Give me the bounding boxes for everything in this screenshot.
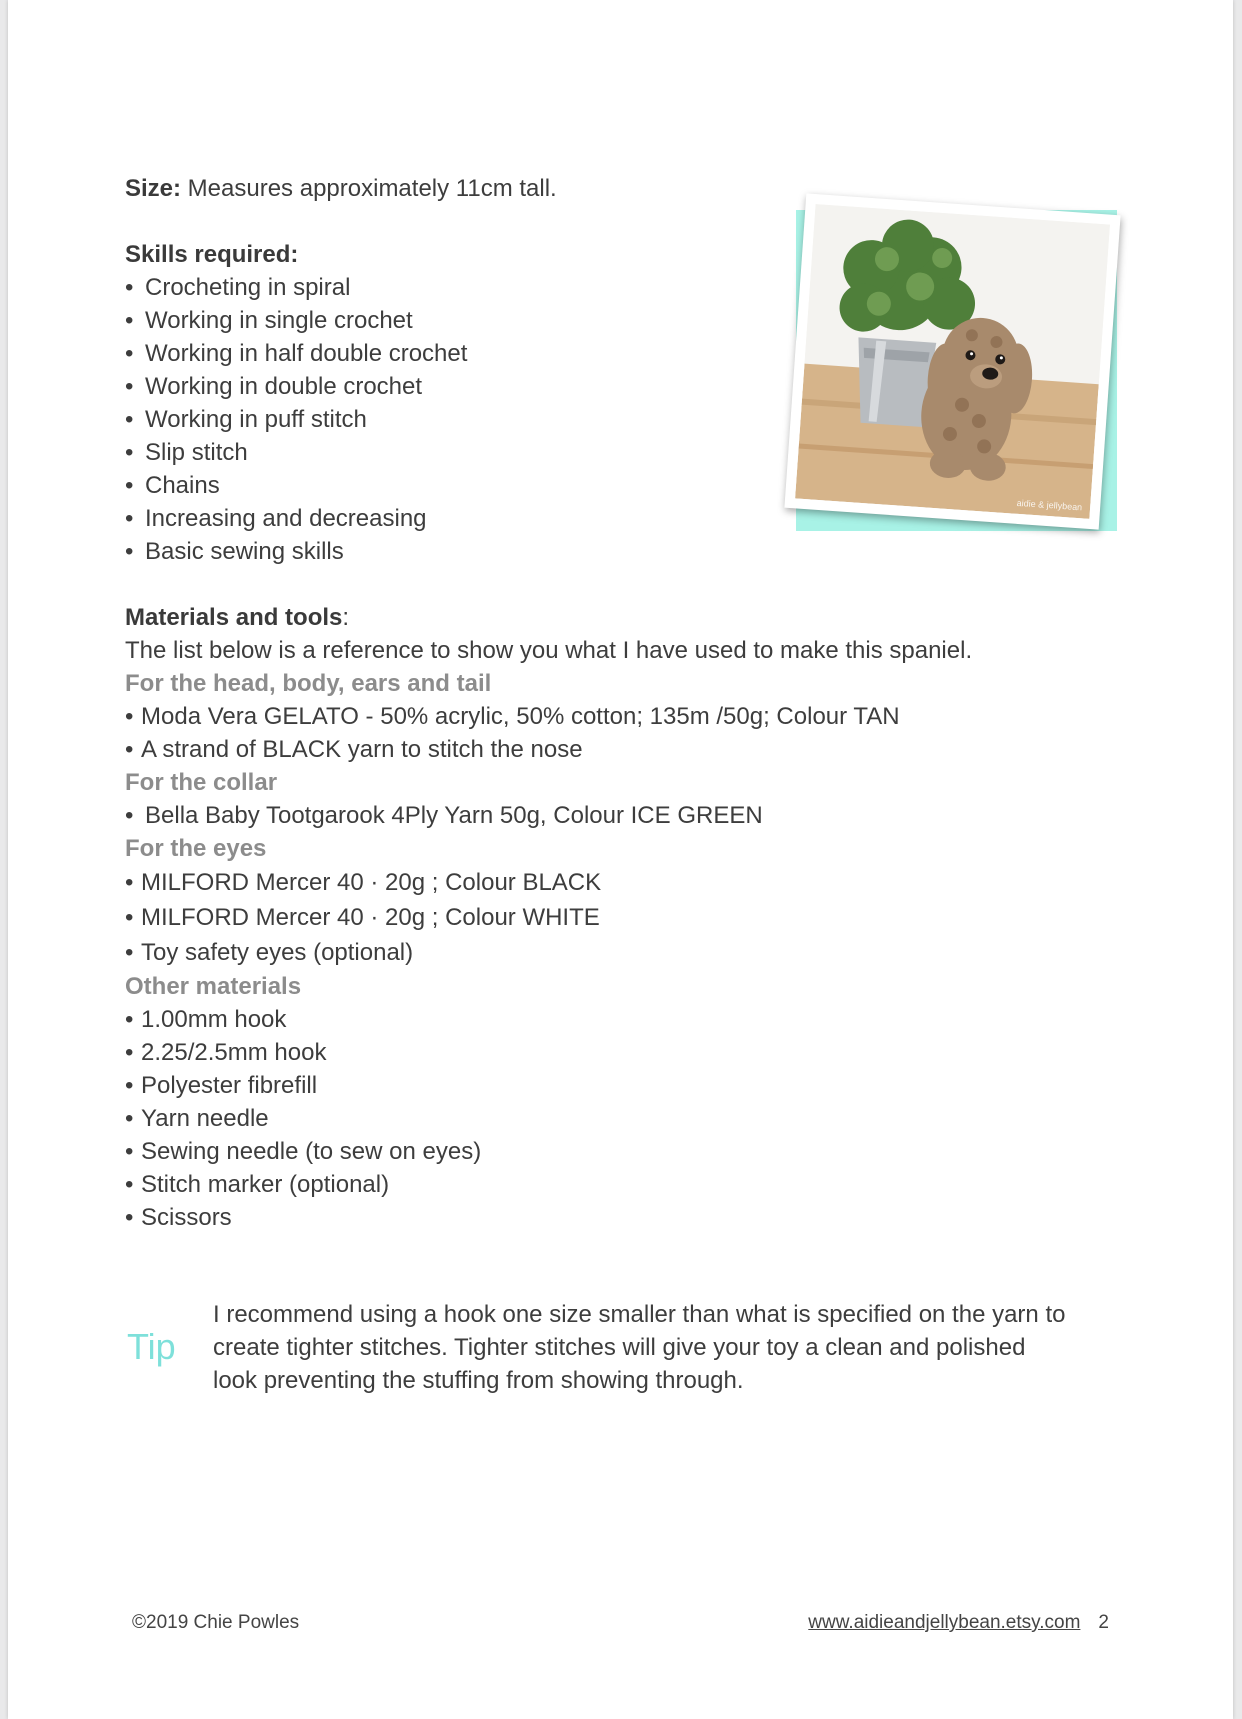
material-item <box>125 1102 1025 1135</box>
skill-item <box>125 271 1025 304</box>
materials-section-title: Other materials <box>125 973 302 1000</box>
bullet: • <box>125 1171 134 1198</box>
material-item <box>125 1201 1025 1234</box>
size-line <box>125 172 1025 205</box>
material-text: A strand of BLACK yarn to stitch the nose <box>141 736 583 763</box>
skill-item <box>125 304 1025 337</box>
bullet: • <box>125 505 134 532</box>
bullet: • <box>125 274 134 301</box>
bullet: • <box>125 736 134 763</box>
skill-item <box>125 469 1025 502</box>
size-label: Size: <box>125 175 182 202</box>
page-number: 2 <box>1098 1612 1109 1633</box>
skill-text: Working in puff stitch <box>145 406 367 433</box>
skill-text: Crocheting in spiral <box>145 274 351 301</box>
bullet: • <box>125 1105 134 1132</box>
materials-section-title: For the collar <box>125 769 278 796</box>
material-text: 2.25/2.5mm hook <box>141 1039 327 1066</box>
materials-sections <box>125 667 1025 1234</box>
bullet: • <box>125 1039 134 1066</box>
skills-list <box>125 271 1025 568</box>
bullet: • <box>125 373 134 400</box>
material-text: Toy safety eyes (optional) <box>141 939 414 966</box>
material-text: MILFORD Mercer 40 · 20g ; Colour BLACK <box>141 869 602 896</box>
material-text: Yarn needle <box>141 1105 269 1132</box>
skill-text: Working in single crochet <box>145 307 413 334</box>
skill-item <box>125 436 1025 469</box>
bullet: • <box>125 538 134 565</box>
materials-heading-colon: : <box>342 604 350 631</box>
skill-item <box>125 502 1025 535</box>
material-item <box>125 1168 1025 1201</box>
material-item <box>125 865 1025 900</box>
material-item <box>125 1036 1025 1069</box>
bullet: • <box>125 1072 134 1099</box>
skill-item <box>125 403 1025 436</box>
bullet: • <box>125 703 134 730</box>
materials-list <box>125 1003 1025 1234</box>
material-item <box>125 1003 1025 1036</box>
bullet: • <box>125 340 134 367</box>
footer-copyright: ©2019 Chie Powles <box>132 1612 300 1633</box>
bullet: • <box>125 802 134 829</box>
tip-text: I recommend using a hook one size smaller than what is specified on the yarn to create tighter stitches. Tighter stitches will give your toy a clean and polished look preventing the stuffing from showing through. <box>213 1301 1066 1394</box>
bullet: • <box>125 307 134 334</box>
material-item <box>125 1135 1025 1168</box>
materials-heading-line <box>125 601 1025 634</box>
skill-item <box>125 370 1025 403</box>
material-text: Stitch marker (optional) <box>141 1171 390 1198</box>
material-text: MILFORD Mercer 40 · 20g ; Colour WHITE <box>141 904 600 931</box>
bullet: • <box>125 939 134 966</box>
skill-text: Chains <box>145 472 220 499</box>
material-item <box>125 733 1025 766</box>
materials-list <box>125 700 1025 766</box>
material-text: Bella Baby Tootgarook 4Ply Yarn 50g, Colour ICE GREEN <box>145 802 763 829</box>
bullet: • <box>125 472 134 499</box>
photo-watermark: aidie & jellybean <box>1016 497 1083 513</box>
skill-item <box>125 337 1025 370</box>
materials-list <box>125 865 1025 970</box>
skill-text: Increasing and decreasing <box>145 505 427 532</box>
skill-text: Basic sewing skills <box>145 538 344 565</box>
material-item <box>125 900 1025 935</box>
website-link[interactable]: www.aidieandjellybean.etsy.com <box>808 1612 1081 1633</box>
bullet: • <box>125 904 134 931</box>
bullet: • <box>125 406 134 433</box>
size-text: Measures approximately 11cm tall. <box>181 175 557 202</box>
material-text: 1.00mm hook <box>141 1006 287 1033</box>
skill-text: Working in double crochet <box>145 373 423 400</box>
material-item <box>125 700 1025 733</box>
skills-heading: Skills required: <box>125 241 299 268</box>
materials-section-title: For the eyes <box>125 835 267 862</box>
materials-intro: The list below is a reference to show you what I have used to make this spaniel. <box>125 637 973 664</box>
skill-text: Slip stitch <box>145 439 248 466</box>
skill-text: Working in half double crochet <box>145 340 468 367</box>
material-text: Sewing needle (to sew on eyes) <box>141 1138 482 1165</box>
materials-list <box>125 799 1025 832</box>
material-text: Polyester fibrefill <box>141 1072 318 1099</box>
main-content <box>125 172 1025 1234</box>
footer-right <box>808 1612 1109 1634</box>
skill-item <box>125 535 1025 568</box>
material-text: Scissors <box>141 1204 232 1231</box>
materials-heading: Materials and tools <box>125 604 343 631</box>
tip-label: Tip <box>127 1326 176 1367</box>
bullet: • <box>125 1006 134 1033</box>
bullet: • <box>125 869 134 896</box>
material-item <box>125 1069 1025 1102</box>
bullet: • <box>125 1204 134 1231</box>
document-page <box>8 0 1233 1719</box>
bullet: • <box>125 439 134 466</box>
material-item <box>125 799 1025 832</box>
materials-section-title: For the head, body, ears and tail <box>125 670 492 697</box>
material-text: Moda Vera GELATO - 50% acrylic, 50% cotton; 135m /50g; Colour TAN <box>141 703 900 730</box>
material-item <box>125 935 1025 970</box>
bullet: • <box>125 1138 134 1165</box>
